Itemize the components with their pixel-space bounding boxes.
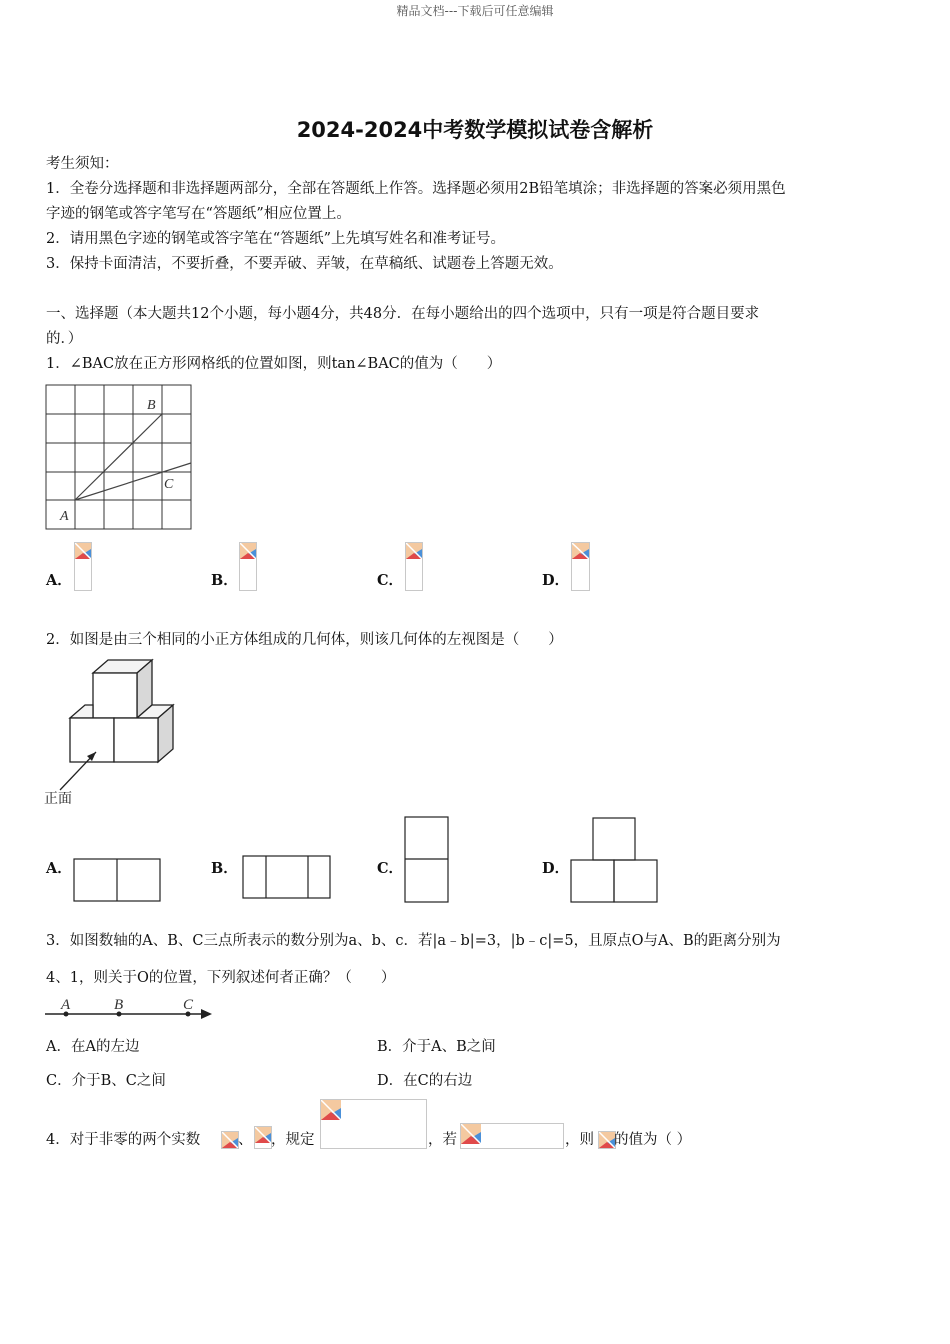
q2-option-c-label: C．	[377, 860, 404, 877]
q2-option-c-figure[interactable]	[404, 816, 452, 906]
q4-math-image-b	[254, 1126, 272, 1149]
q2-option-b-figure[interactable]	[242, 855, 334, 901]
notice-line-1b: 字迹的钢笔或答字笔写在“答题纸”相应位置上。	[46, 206, 351, 222]
q2-option-d-label: D．	[542, 860, 570, 877]
broken-image-icon	[75, 543, 91, 559]
q3-option-c[interactable]: C．介于B、C之间	[46, 1073, 166, 1089]
notice-line-2: 2．请用黑色字迹的钢笔或答字笔在“答题纸”上先填写姓名和准考证号。	[46, 231, 506, 247]
q1-option-b-image[interactable]	[239, 542, 257, 591]
broken-image-icon	[572, 543, 589, 559]
q3-option-a[interactable]: A．在A的左边	[46, 1039, 140, 1055]
q1-option-c-label: C．	[377, 572, 404, 589]
q1-point-c: C	[164, 477, 174, 492]
ray-ab	[75, 414, 162, 500]
q1-point-b: B	[147, 398, 156, 413]
broken-image-icon	[240, 543, 256, 559]
front-label: 正面	[44, 791, 72, 807]
q3-number-line	[40, 994, 220, 1026]
q3-point-b: B	[114, 997, 124, 1013]
section-heading-line-2: 的．）	[46, 331, 83, 347]
q4-part-3: ，规定	[271, 1132, 315, 1148]
q3-point-c: C	[183, 997, 194, 1013]
q4-math-image-a	[221, 1131, 239, 1149]
broken-image-icon	[255, 1127, 271, 1143]
broken-image-icon	[599, 1132, 615, 1148]
q2-option-a-label: A．	[46, 860, 72, 877]
q4-condition-image	[460, 1123, 564, 1149]
q3-point-a: A	[61, 997, 71, 1013]
broken-image-icon	[461, 1124, 481, 1144]
page-header: 精品文档---下载后可任意编辑	[396, 4, 554, 18]
broken-image-icon	[222, 1132, 238, 1148]
q2-option-d-figure[interactable]	[570, 817, 662, 907]
q4-definition-image	[320, 1099, 427, 1149]
q1-option-a-image[interactable]	[74, 542, 92, 591]
q1-text: 1．∠BAC放在正方形网格纸的位置如图，则tan∠BAC的值为（ ）	[46, 356, 502, 372]
q3-option-b[interactable]: B．介于A、B之间	[377, 1039, 496, 1055]
notice-line-1a: 1．全卷分选择题和非选择题两部分，全部在答题纸上作答。选择题必须用2B铅笔填涂；非选择题的答案必须用黑色	[46, 181, 786, 197]
q4-part-2: 、	[238, 1132, 253, 1148]
q1-option-c-image[interactable]	[405, 542, 423, 591]
broken-image-icon	[406, 543, 422, 559]
q2-text: 2．如图是由三个相同的小正方体组成的几何体，则该几何体的左视图是（ ）	[46, 632, 563, 648]
q3-line-1: 3．如图数轴的A、B、C三点所表示的数分别为a、b、c．若|a﹣b|=3，|b﹣c|=5，且原点O与A、B的距离分别为	[46, 933, 781, 949]
q4-part-1: 4．对于非零的两个实数	[46, 1132, 201, 1148]
q2-option-b-label: B．	[211, 860, 238, 877]
q1-grid-figure	[40, 380, 200, 535]
notice-heading: 考生须知：	[46, 156, 119, 172]
q2-option-a-figure[interactable]	[73, 858, 163, 904]
page-title: 2024-2024中考数学模拟试卷含解析	[296, 118, 654, 142]
q3-option-d[interactable]: D．在C的右边	[377, 1073, 473, 1089]
q2-cube-figure	[40, 655, 190, 810]
broken-image-icon	[321, 1100, 341, 1120]
q1-point-a: A	[60, 509, 69, 524]
q4-part-5: ，则	[565, 1132, 594, 1148]
q1-option-d-label: D．	[542, 572, 570, 589]
q1-option-b-label: B．	[211, 572, 238, 589]
q3-line-2: 4、1，则关于O的位置，下列叙述何者正确？（ ）	[46, 970, 396, 986]
q1-option-a-label: A．	[46, 572, 72, 589]
q1-option-d-image[interactable]	[571, 542, 590, 591]
notice-line-3: 3．保持卡面清洁，不要折叠，不要弄破、弄皱，在草稿纸、试题卷上答题无效。	[46, 256, 563, 272]
q4-part-6: 的值为（ ）	[614, 1132, 692, 1148]
section-heading-line-1: 一、选择题（本大题共12个小题，每小题4分，共48分．在每小题给出的四个选项中，只有一项是符合题目要求	[46, 306, 760, 322]
q4-part-4: ，若	[428, 1132, 457, 1148]
